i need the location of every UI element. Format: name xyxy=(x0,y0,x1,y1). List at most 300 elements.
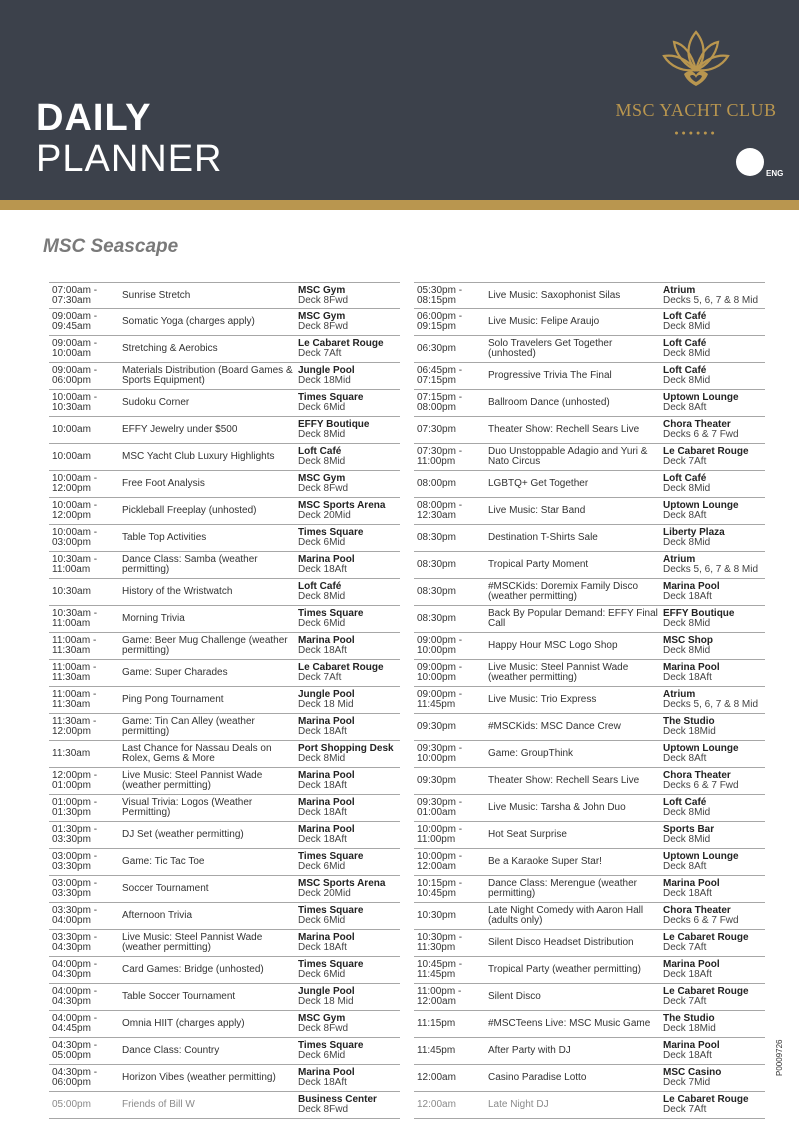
venue-deck: Decks 6 & 7 Fwd xyxy=(663,915,739,926)
venue-deck: Decks 6 & 7 Fwd xyxy=(663,780,739,791)
event-title: EFFY Jewelry under $500 xyxy=(122,424,238,435)
event-venue xyxy=(663,1041,767,1061)
event-title: Morning Trivia xyxy=(122,613,185,624)
venue-deck: Deck 7Aft xyxy=(663,942,707,953)
schedule-row xyxy=(49,795,400,822)
schedule-row xyxy=(414,282,765,309)
venue-name: Uptown Lounge xyxy=(663,500,739,511)
schedule-row xyxy=(414,606,765,633)
venue-name: Marina Pool xyxy=(298,554,355,565)
lotus-icon xyxy=(660,26,732,98)
venue-name: Loft Café xyxy=(663,365,707,376)
event-venue xyxy=(663,690,767,710)
venue-name: MSC Gym xyxy=(298,284,346,296)
event-venue xyxy=(663,1014,767,1034)
event-title: Game: Tin Can Alley (weather permitting) xyxy=(122,716,255,737)
venue-name: Marina Pool xyxy=(663,581,720,592)
venue-name: Marina Pool xyxy=(663,878,720,889)
event-venue xyxy=(663,798,767,818)
venue-name: Uptown Lounge xyxy=(663,392,739,403)
event-venue xyxy=(663,555,767,575)
event-time: 08:30pm xyxy=(417,559,456,570)
event-title: Happy Hour MSC Logo Shop xyxy=(488,640,618,651)
schedule-row xyxy=(49,1011,400,1038)
event-venue xyxy=(663,582,767,602)
schedule-row xyxy=(49,417,400,444)
venue-deck: Deck 18Mid xyxy=(663,1023,716,1034)
venue-name: MSC Sports Arena xyxy=(298,878,386,889)
venue-name: Loft Café xyxy=(298,446,342,457)
event-time: 04:30pm - 05:00pm xyxy=(52,1040,98,1061)
venue-name: Times Square xyxy=(298,851,364,862)
event-venue xyxy=(663,1095,767,1115)
event-venue xyxy=(298,825,402,845)
event-title: Late Night Comedy with Aaron Hall (adults only) xyxy=(488,905,644,926)
event-time: 10:00pm - 11:00pm xyxy=(417,824,463,845)
venue-deck: Deck 18Aft xyxy=(663,969,712,980)
schedule-row xyxy=(414,525,765,552)
venue-deck: Decks 5, 6, 7 & 8 Mid xyxy=(663,294,759,306)
ship-name: MSC Seascape xyxy=(43,236,179,257)
event-venue xyxy=(663,744,767,764)
event-time: 10:00am - 12:00pm xyxy=(52,500,98,521)
event-time: 10:00am xyxy=(52,424,91,435)
venue-name: Times Square xyxy=(298,959,364,970)
venue-name: Marina Pool xyxy=(298,1067,355,1078)
event-title: Hot Seat Surprise xyxy=(488,829,567,840)
venue-deck: Deck 8Aft xyxy=(663,753,707,764)
venue-deck: Deck 8Fwd xyxy=(298,1023,349,1034)
title-planner: PLANNER xyxy=(36,138,223,180)
event-time: 09:00pm - 11:45pm xyxy=(417,689,463,710)
venue-deck: Deck 6Mid xyxy=(298,915,346,926)
venue-name: MSC Sports Arena xyxy=(298,500,386,511)
schedule-row xyxy=(414,876,765,903)
event-time: 11:15pm xyxy=(417,1018,456,1029)
venue-deck: Deck 8Mid xyxy=(663,375,711,386)
venue-name: Marina Pool xyxy=(663,1040,720,1051)
venue-deck: Deck 8Mid xyxy=(663,483,711,494)
event-title: Live Music: Felipe Araujo xyxy=(488,316,600,327)
venue-name: Times Square xyxy=(298,608,364,619)
event-title: Silent Disco xyxy=(488,991,541,1002)
venue-name: Loft Café xyxy=(663,473,707,484)
event-title: Game: Super Charades xyxy=(122,667,228,678)
event-time: 09:30pm xyxy=(417,721,456,732)
event-time: 09:00am - 10:00am xyxy=(52,338,98,359)
event-title: Progressive Trivia The Final xyxy=(488,370,612,381)
event-venue xyxy=(663,717,767,737)
event-venue xyxy=(298,879,402,899)
event-time: 04:00pm - 04:30pm xyxy=(52,986,98,1007)
venue-name: Times Square xyxy=(298,905,364,916)
schedule-row xyxy=(49,309,400,336)
event-title: Silent Disco Headset Distribution xyxy=(488,937,634,948)
event-time: 11:45pm xyxy=(417,1045,456,1056)
event-time: 10:30am xyxy=(52,586,91,597)
event-title: Horizon Vibes (weather permitting) xyxy=(122,1072,276,1083)
venue-name: Marina Pool xyxy=(663,662,720,673)
event-title: Destination T-Shirts Sale xyxy=(488,532,598,543)
venue-name: Loft Café xyxy=(298,581,342,592)
schedule-row xyxy=(414,1011,765,1038)
event-time: 11:30am xyxy=(52,748,91,759)
event-title: Pickleball Freeplay (unhosted) xyxy=(122,505,257,516)
event-time: 11:00am - 11:30am xyxy=(52,635,97,656)
event-venue xyxy=(298,852,402,872)
event-venue xyxy=(663,852,767,872)
schedule-row xyxy=(49,552,400,579)
event-venue xyxy=(298,933,402,953)
venue-name: Chora Theater xyxy=(663,419,731,430)
event-time: 03:00pm - 03:30pm xyxy=(52,851,98,872)
event-time: 06:30pm xyxy=(417,343,456,354)
venue-deck: Deck 20Mid xyxy=(298,510,351,521)
event-venue xyxy=(663,1068,767,1088)
schedule-row xyxy=(49,336,400,363)
event-title: Live Music: Star Band xyxy=(488,505,586,516)
schedule-row xyxy=(49,768,400,795)
schedule-row xyxy=(414,822,765,849)
venue-deck: Decks 5, 6, 7 & 8 Mid xyxy=(663,564,759,575)
event-venue xyxy=(298,474,402,494)
event-time: 10:00am - 12:00pm xyxy=(52,473,98,494)
venue-deck: Decks 5, 6, 7 & 8 Mid xyxy=(663,699,759,710)
schedule-row xyxy=(414,714,765,741)
event-time: 04:30pm - 06:00pm xyxy=(52,1067,98,1088)
schedule-row xyxy=(49,1038,400,1065)
event-venue xyxy=(663,609,767,629)
event-title: Friends of Bill W xyxy=(122,1099,195,1110)
event-title: Tropical Party (weather permitting) xyxy=(488,964,642,975)
event-time: 09:30pm - 01:00am xyxy=(417,797,463,818)
venue-deck: Deck 8Fwd xyxy=(298,1104,349,1115)
event-venue xyxy=(298,906,402,926)
schedule-row xyxy=(49,876,400,903)
event-time: 09:30pm xyxy=(417,775,456,786)
schedule-row xyxy=(414,552,765,579)
schedule-row xyxy=(49,579,400,606)
venue-deck: Decks 6 & 7 Fwd xyxy=(663,429,739,440)
venue-name: Marina Pool xyxy=(298,716,355,727)
venue-name: Uptown Lounge xyxy=(663,743,739,754)
event-venue xyxy=(663,312,767,332)
venue-name: Marina Pool xyxy=(298,635,355,646)
event-time: 12:00am xyxy=(417,1072,456,1083)
event-title: Live Music: Steel Pannist Wade (weather permitting) xyxy=(488,662,629,683)
venue-deck: Deck 8Mid xyxy=(298,753,346,764)
event-venue xyxy=(298,528,402,548)
msc-yacht-club-logo xyxy=(612,26,780,146)
event-venue xyxy=(663,447,767,467)
venue-deck: Deck 18Aft xyxy=(298,645,347,656)
schedule-row xyxy=(414,390,765,417)
venue-deck: Deck 7Aft xyxy=(298,348,342,359)
venue-name: Marina Pool xyxy=(663,959,720,970)
event-time: 10:00am - 10:30am xyxy=(52,392,98,413)
event-time: 08:00pm xyxy=(417,478,456,489)
venue-deck: Deck 8Mid xyxy=(298,456,346,467)
event-venue xyxy=(298,1041,402,1061)
venue-name: The Studio xyxy=(663,716,715,727)
schedule-row xyxy=(49,822,400,849)
document-code: P0009726 xyxy=(775,1039,784,1076)
schedule-row xyxy=(414,795,765,822)
event-title: MSC Yacht Club Luxury Highlights xyxy=(122,451,275,462)
schedule-row xyxy=(414,903,765,930)
event-time: 04:00pm - 04:45pm xyxy=(52,1013,98,1034)
schedule-row xyxy=(49,984,400,1011)
event-venue xyxy=(298,447,402,467)
schedule-row xyxy=(414,1038,765,1065)
event-venue xyxy=(663,771,767,791)
brand-name: MSC YACHT CLUB xyxy=(615,100,777,120)
gold-divider xyxy=(0,200,799,210)
event-title: Dance Class: Samba (weather permitting) xyxy=(122,554,258,575)
event-title: Live Music: Steel Pannist Wade (weather permitting) xyxy=(122,770,263,791)
event-title: Stretching & Aerobics xyxy=(122,343,218,354)
event-title: Live Music: Saxophonist Silas xyxy=(488,289,621,301)
venue-deck: Deck 18Aft xyxy=(663,591,712,602)
schedule-column-left xyxy=(49,282,400,1119)
event-title: After Party with DJ xyxy=(488,1045,571,1056)
event-time: 03:30pm - 04:30pm xyxy=(52,932,98,953)
venue-deck: Deck 18Aft xyxy=(298,942,347,953)
venue-deck: Deck 8Fwd xyxy=(298,294,349,306)
event-time: 03:30pm - 04:00pm xyxy=(52,905,98,926)
event-time: 07:00am - 07:30am xyxy=(52,284,98,306)
event-title: Theater Show: Rechell Sears Live xyxy=(488,775,640,786)
event-venue xyxy=(663,636,767,656)
venue-name: Business Center xyxy=(298,1094,377,1105)
brand-stars: ●●●●●● xyxy=(674,130,718,137)
venue-deck: Deck 8Mid xyxy=(663,807,711,818)
venue-name: Marina Pool xyxy=(298,797,355,808)
event-time: 11:00am - 11:30am xyxy=(52,689,97,710)
event-time: 10:00pm - 12:00am xyxy=(417,851,463,872)
event-time: 10:30am - 11:00am xyxy=(52,608,98,629)
event-venue xyxy=(298,1014,402,1034)
event-title: Visual Trivia: Logos (Weather Permitting) xyxy=(122,797,253,818)
event-title: Last Chance for Nassau Deals on Rolex, Gems & More xyxy=(122,743,272,764)
event-time: 08:30pm xyxy=(417,586,456,597)
venue-name: Atrium xyxy=(663,284,696,296)
venue-name: The Studio xyxy=(663,1013,715,1024)
venue-name: Jungle Pool xyxy=(298,365,355,376)
schedule-row xyxy=(414,957,765,984)
event-time: 10:30am - 11:00am xyxy=(52,554,98,575)
title-daily: DAILY xyxy=(36,97,152,139)
venue-deck: Deck 8Mid xyxy=(663,834,711,845)
event-title: Soccer Tournament xyxy=(122,883,209,894)
venue-deck: Deck 8Fwd xyxy=(298,321,349,332)
event-title: Ping Pong Tournament xyxy=(122,694,224,705)
venue-deck: Deck 18Aft xyxy=(298,1077,347,1088)
schedule-row xyxy=(414,1092,765,1119)
event-venue xyxy=(298,366,402,386)
event-venue xyxy=(663,960,767,980)
event-time: 08:30pm xyxy=(417,532,456,543)
schedule-row xyxy=(414,471,765,498)
venue-name: Le Cabaret Rouge xyxy=(298,662,384,673)
schedule-row xyxy=(49,606,400,633)
event-venue xyxy=(298,744,402,764)
event-title: Tropical Party Moment xyxy=(488,559,589,570)
event-time: 10:30pm - 11:30pm xyxy=(417,932,463,953)
event-title: History of the Wristwatch xyxy=(122,586,233,597)
event-venue xyxy=(298,771,402,791)
event-title: Somatic Yoga (charges apply) xyxy=(122,316,255,327)
venue-deck: Deck 8Fwd xyxy=(298,483,349,494)
venue-name: Atrium xyxy=(663,689,696,700)
schedule-row xyxy=(414,687,765,714)
event-time: 09:00am - 06:00pm xyxy=(52,365,98,386)
schedule-row xyxy=(49,1092,400,1119)
venue-name: Chora Theater xyxy=(663,905,731,916)
event-venue xyxy=(663,474,767,494)
language-selector-icon[interactable] xyxy=(736,148,764,176)
event-time: 11:00pm - 12:00am xyxy=(417,986,462,1007)
schedule-row xyxy=(49,633,400,660)
event-title: Duo Unstoppable Adagio and Yuri & Nato Circus xyxy=(488,446,648,467)
venue-deck: Deck 8Aft xyxy=(663,510,707,521)
schedule-row xyxy=(414,1065,765,1092)
venue-name: Le Cabaret Rouge xyxy=(663,446,749,457)
event-time: 07:15pm - 08:00pm xyxy=(417,392,463,413)
event-time: 09:00pm - 10:00pm xyxy=(417,635,463,656)
schedule-row xyxy=(49,390,400,417)
venue-name: Sports Bar xyxy=(663,824,715,835)
schedule-row xyxy=(414,579,765,606)
venue-name: MSC Gym xyxy=(298,473,346,484)
event-venue xyxy=(298,312,402,332)
event-title: Dance Class: Merengue (weather permitting) xyxy=(488,878,637,899)
schedule-row xyxy=(414,660,765,687)
schedule-row xyxy=(414,633,765,660)
schedule-column-right xyxy=(414,282,765,1119)
event-title: Solo Travelers Get Together (unhosted) xyxy=(488,338,613,359)
schedule-row xyxy=(414,849,765,876)
event-title: Live Music: Trio Express xyxy=(488,694,597,705)
schedule-row xyxy=(49,363,400,390)
event-time: 05:30pm - 08:15pm xyxy=(417,284,463,306)
venue-name: Liberty Plaza xyxy=(663,527,725,538)
event-venue xyxy=(663,933,767,953)
venue-deck: Deck 18Mid xyxy=(298,375,351,386)
venue-name: Marina Pool xyxy=(298,770,355,781)
event-title: Table Soccer Tournament xyxy=(122,991,236,1002)
event-time: 10:00am xyxy=(52,451,91,462)
event-title: Live Music: Steel Pannist Wade (weather permitting) xyxy=(122,932,263,953)
event-title: Be a Karaoke Super Star! xyxy=(488,856,602,867)
venue-deck: Deck 18Aft xyxy=(298,780,347,791)
event-venue xyxy=(298,339,402,359)
schedule-row xyxy=(414,309,765,336)
venue-deck: Deck 18Aft xyxy=(663,1050,712,1061)
event-title: Afternoon Trivia xyxy=(122,910,193,921)
event-venue xyxy=(298,717,402,737)
header-banner xyxy=(0,0,799,200)
schedule-row xyxy=(49,930,400,957)
event-time: 11:00am - 11:30am xyxy=(52,662,97,683)
venue-name: MSC Gym xyxy=(298,311,346,322)
venue-deck: Deck 18Aft xyxy=(663,888,712,899)
venue-deck: Deck 18 Mid xyxy=(298,996,354,1007)
event-title: #MSCKids: MSC Dance Crew xyxy=(488,721,621,732)
event-title: Materials Distribution (Board Games & Sports Equipment) xyxy=(122,365,293,386)
event-venue xyxy=(663,879,767,899)
event-title: DJ Set (weather permitting) xyxy=(122,829,244,840)
venue-name: Loft Café xyxy=(663,311,707,322)
venue-deck: Deck 18 Mid xyxy=(298,699,354,710)
event-time: 01:30pm - 03:30pm xyxy=(52,824,98,845)
schedule-row xyxy=(414,417,765,444)
venue-deck: Deck 18Aft xyxy=(298,834,347,845)
schedule-row xyxy=(414,741,765,768)
event-time: 07:30pm - 11:00pm xyxy=(417,446,463,467)
venue-name: Le Cabaret Rouge xyxy=(663,986,749,997)
event-venue xyxy=(298,555,402,575)
event-venue xyxy=(663,906,767,926)
event-time: 11:30am - 12:00pm xyxy=(52,716,97,737)
schedule-row xyxy=(49,282,400,309)
venue-name: Marina Pool xyxy=(298,932,355,943)
venue-deck: Deck 7Aft xyxy=(298,672,342,683)
venue-deck: Deck 7Aft xyxy=(663,456,707,467)
event-venue xyxy=(298,987,402,1007)
event-venue xyxy=(663,393,767,413)
event-title: Back By Popular Demand: EFFY Final Call xyxy=(488,608,658,629)
schedule-row xyxy=(414,363,765,390)
event-time: 09:30pm - 10:00pm xyxy=(417,743,463,764)
event-time: 12:00am xyxy=(417,1099,456,1110)
schedule-row xyxy=(49,849,400,876)
venue-deck: Deck 8Mid xyxy=(663,537,711,548)
schedule-row xyxy=(49,687,400,714)
venue-name: EFFY Boutique xyxy=(663,608,735,619)
event-time: 12:00pm - 01:00pm xyxy=(52,770,98,791)
venue-name: MSC Casino xyxy=(663,1067,722,1078)
event-venue xyxy=(663,286,767,306)
event-title: Game: Tic Tac Toe xyxy=(122,856,205,867)
venue-deck: Deck 7Aft xyxy=(663,996,707,1007)
event-venue xyxy=(298,582,402,602)
venue-deck: Deck 8Aft xyxy=(663,861,707,872)
schedule-row xyxy=(49,525,400,552)
event-venue xyxy=(663,987,767,1007)
event-venue xyxy=(663,420,767,440)
event-venue xyxy=(298,420,402,440)
event-venue xyxy=(298,663,402,683)
event-title: Casino Paradise Lotto xyxy=(488,1072,587,1083)
event-venue xyxy=(298,286,402,306)
venue-deck: Deck 18Aft xyxy=(298,807,347,818)
venue-deck: Deck 8Mid xyxy=(663,645,711,656)
event-title: Ballroom Dance (unhosted) xyxy=(488,397,610,408)
schedule-row xyxy=(414,336,765,363)
event-title: Sunrise Stretch xyxy=(122,289,191,301)
event-title: Table Top Activities xyxy=(122,532,207,543)
language-label: ENG xyxy=(766,169,784,178)
event-title: Game: GroupThink xyxy=(488,748,574,759)
event-venue xyxy=(298,609,402,629)
event-title: #MSCKids: Doremix Family Disco (weather permitting) xyxy=(488,581,639,602)
venue-deck: Deck 6Mid xyxy=(298,861,346,872)
event-title: Dance Class: Country xyxy=(122,1045,220,1056)
event-time: 10:30pm xyxy=(417,910,456,921)
event-time: 01:00pm - 01:30pm xyxy=(52,797,98,818)
venue-deck: Deck 6Mid xyxy=(298,969,346,980)
